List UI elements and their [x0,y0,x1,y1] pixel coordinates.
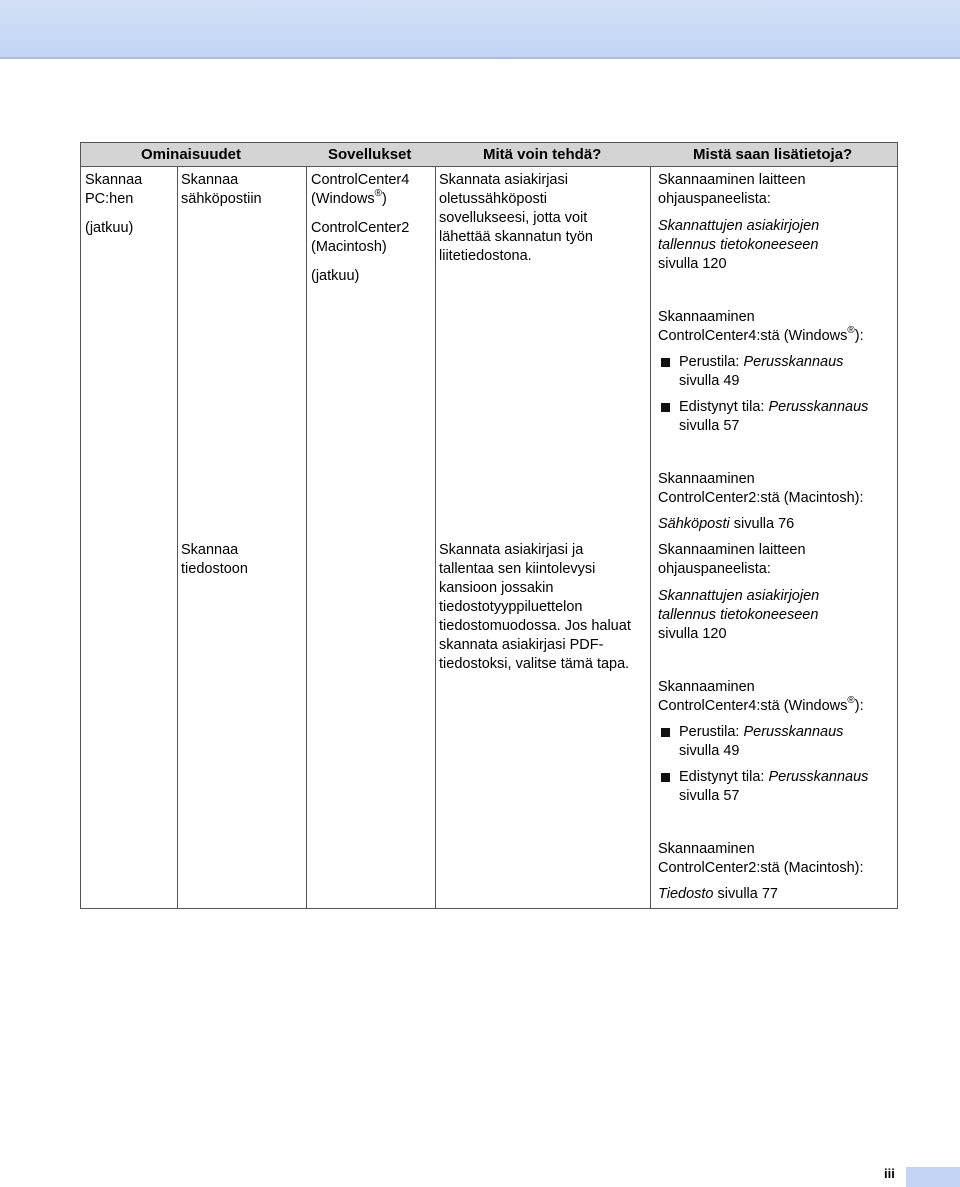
what-line: tiedostomuodossa. Jos haluat [439,618,631,634]
info-line: Skannaaminen [658,841,755,857]
info-line: Skannaaminen laitteen [658,172,806,188]
what-line: tiedostotyyppiluettelon [439,599,583,615]
info-line [658,327,868,346]
info-link-title-text: Skannattujen asiakirjojen [658,588,820,604]
info-line: ControlCenter2:stä (Macintosh): [658,860,864,876]
features-table [80,142,898,909]
what-file-cell [439,541,631,674]
feature-continued: (jatkuu) [85,220,134,236]
bullet-page-ref: sivulla 57 [679,418,740,434]
subfeature-line: tiedostoon [181,561,248,577]
bullet-label: Perustila: [679,724,744,740]
subfeature-email-cell [181,171,262,209]
bullet-item [658,768,868,806]
info-line: ControlCenter2:stä (Macintosh): [658,490,864,506]
info-page-ref: sivulla 77 [713,886,778,902]
info-email-cell [658,171,868,534]
info-line: ohjauspaneelista: [658,561,771,577]
subfeature-file-cell [181,541,248,579]
bullet-item [658,398,868,436]
feature-cell [85,171,142,238]
info-link-title [658,587,868,606]
table-header [81,143,897,167]
app-os: (Macintosh) [311,239,387,255]
info-link-title-text: Skannattujen asiakirjojen [658,218,820,234]
info-line: Skannaaminen laitteen [658,542,806,558]
what-line: sovellukseesi, jotta voit [439,210,588,226]
subfeature-line: sähköpostiin [181,191,262,207]
info-link-title-text: tallennus tietokoneeseen [658,237,819,253]
app-os-text: (Windows [311,191,375,207]
app-os-close: ) [382,191,387,207]
feature-title-line: PC:hen [85,191,134,207]
info-page-ref: sivulla 120 [658,256,727,272]
what-line: skannata asiakirjasi PDF- [439,637,604,653]
info-line-text: ControlCenter4:stä (Windows [658,328,848,344]
app-os [311,190,409,209]
app-name: ControlCenter4 [311,172,410,188]
info-link-title [658,217,868,236]
bullet-link: Perusskannaus [768,769,869,785]
bullet-page-ref: sivulla 49 [679,373,740,389]
what-line: kansioon jossakin [439,580,554,596]
bullet-link: Perusskannaus [743,354,844,370]
app-continued: (jatkuu) [311,268,360,284]
header-what-can-i-do: Mitä voin tehdä? [483,146,602,163]
what-line: oletussähköposti [439,191,548,207]
registered-mark: ® [847,325,855,337]
info-page-ref: sivulla 120 [658,626,727,642]
info-line: Skannaaminen [658,309,755,325]
subfeature-line: Skannaa [181,542,239,558]
info-file-cell [658,541,868,904]
what-line: tiedostoksi, valitse tämä tapa. [439,656,630,672]
bullet-link: Perusskannaus [743,724,844,740]
info-line-close: ): [854,328,864,344]
square-bullet-icon [661,773,670,782]
what-line: Skannata asiakirjasi ja [439,542,584,558]
info-line: ohjauspaneelista: [658,191,771,207]
what-line: Skannata asiakirjasi [439,172,568,188]
top-banner [0,0,960,59]
registered-mark: ® [847,695,855,707]
info-link-line [658,885,868,904]
bullet-label: Edistynyt tila: [679,399,769,415]
square-bullet-icon [661,403,670,412]
info-line-close: ): [854,698,864,714]
info-link-title [658,606,868,625]
info-link: Tiedosto [658,886,714,902]
what-email-cell [439,171,593,266]
column-divider [650,167,651,909]
square-bullet-icon [661,728,670,737]
bullet-page-ref: sivulla 57 [679,788,740,804]
subfeature-line: Skannaa [181,172,239,188]
what-line: liitetiedostona. [439,248,532,264]
page-number-tab [906,1167,960,1187]
info-link-line [658,515,868,534]
app-name: ControlCenter2 [311,220,410,236]
column-divider [177,167,178,909]
registered-mark: ® [374,188,383,200]
page-number: iii [884,1166,895,1181]
bullet-label: Edistynyt tila: [679,769,769,785]
what-line: tallentaa sen kiintolevysi [439,561,596,577]
feature-title-line: Skannaa [85,172,143,188]
bullet-label: Perustila: [679,354,744,370]
info-line: Skannaaminen [658,471,755,487]
info-line-text: ControlCenter4:stä (Windows [658,698,848,714]
applications-cell [311,171,409,286]
info-page-ref: sivulla 76 [729,516,795,532]
info-link-title [658,236,868,255]
what-line: lähettää skannatun työn [439,229,593,245]
header-more-info: Mistä saan lisätietoja? [693,146,853,163]
info-link: Sähköposti [658,516,730,532]
info-link-title-text: tallennus tietokoneeseen [658,607,819,623]
column-divider [435,167,436,909]
column-divider [306,167,307,909]
square-bullet-icon [661,358,670,367]
info-line [658,697,868,716]
bullet-item [658,723,868,761]
bullet-item [658,353,868,391]
header-features: Ominaisuudet [141,146,242,163]
header-applications: Sovellukset [328,146,412,163]
info-line: Skannaaminen [658,679,755,695]
bullet-page-ref: sivulla 49 [679,743,740,759]
bullet-link: Perusskannaus [768,399,869,415]
